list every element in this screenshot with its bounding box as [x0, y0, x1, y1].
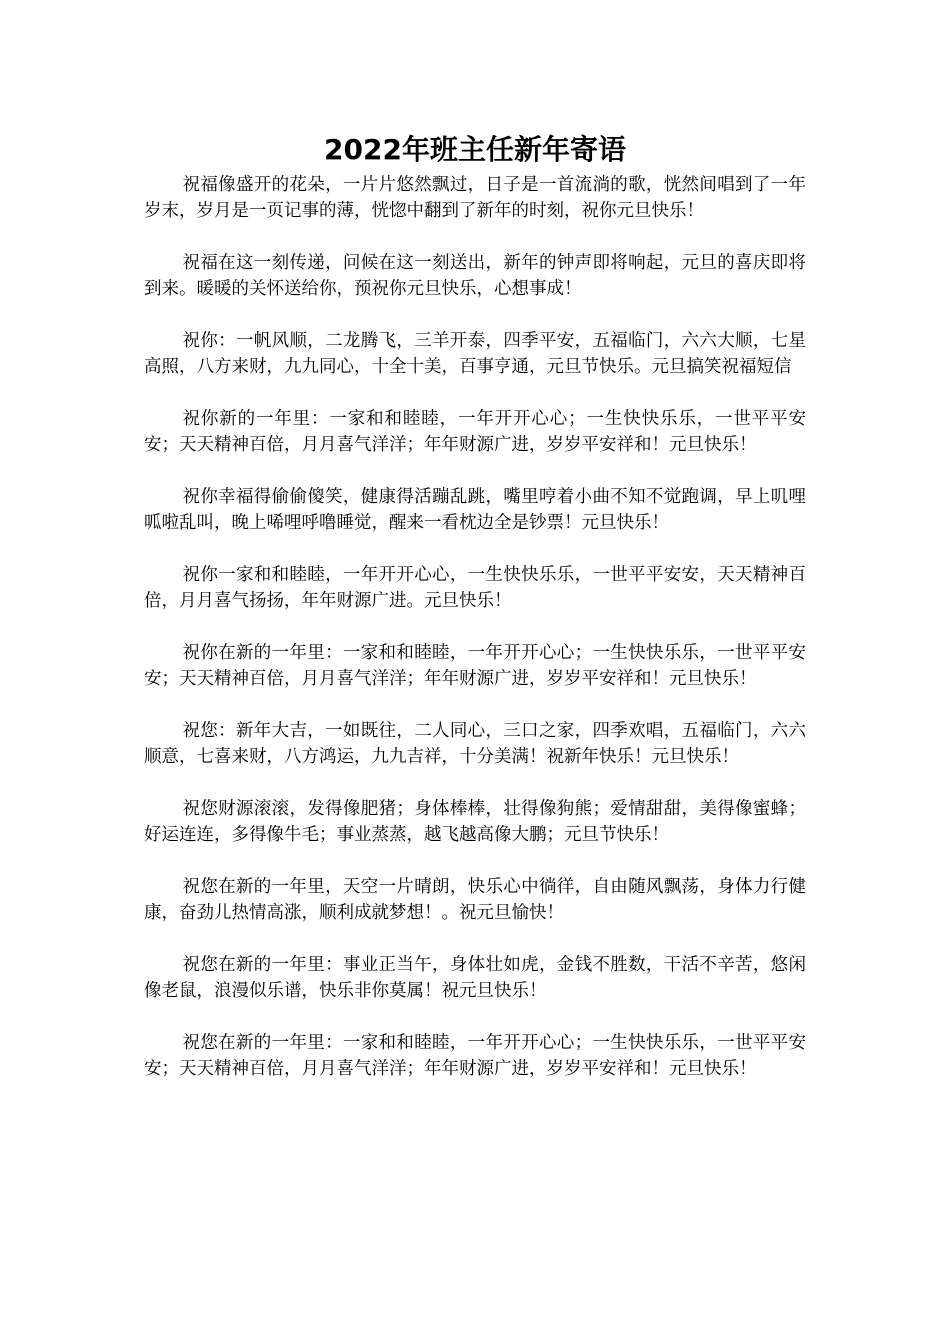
paragraph-list: [144, 172, 806, 1082]
paragraph: 祝福像盛开的花朵，一片片悠然飘过，日子是一首流淌的歌，恍然间唱到了一年岁末，岁月是一页记事的薄，恍惚中翻到了新年的时刻，祝你元旦快乐！: [144, 175, 806, 221]
paragraph: 祝你新的一年里：一家和和睦睦，一年开开心心；一生快快乐乐，一世平平安安；天天精神百倍，月月喜气洋洋；年年财源广进，岁岁平安祥和！元旦快乐！: [144, 409, 806, 455]
paragraph: 祝您：新年大吉，一如既往，二人同心，三口之家，四季欢唱，五福临门，六六顺意，七喜来财，八方鸿运，九九吉祥，十分美满！祝新年快乐！元旦快乐！: [144, 721, 806, 767]
document-title: 2022年班主任新年寄语: [324, 133, 626, 166]
paragraph: 祝您在新的一年里：一家和和睦睦，一年开开心心；一生快快乐乐，一世平平安安；天天精神百倍，月月喜气洋洋；年年财源广进，岁岁平安祥和！元旦快乐！: [144, 1033, 806, 1079]
document-page: [144, 128, 806, 1108]
paragraph: 祝你幸福得偷偷傻笑，健康得活蹦乱跳，嘴里哼着小曲不知不觉跑调，早上叽哩呱啦乱叫，晚上唏哩呼噜睡觉，醒来一看枕边全是钞票！元旦快乐！: [144, 487, 806, 533]
paragraph: 祝你一家和和睦睦，一年开开心心，一生快快乐乐，一世平平安安，天天精神百倍，月月喜气扬扬，年年财源广进。元旦快乐！: [144, 565, 806, 611]
paragraph: 祝你在新的一年里：一家和和睦睦，一年开开心心；一生快快乐乐，一世平平安安；天天精神百倍，月月喜气洋洋；年年财源广进，岁岁平安祥和！元旦快乐！: [144, 643, 806, 689]
paragraph: 祝您在新的一年里，天空一片晴朗，快乐心中徜徉，自由随风飘荡，身体力行健康，奋劲儿热情高涨，顺利成就梦想！。祝元旦愉快！: [144, 877, 806, 923]
paragraph: 祝你：一帆风顺，二龙腾飞，三羊开泰，四季平安，五福临门，六六大顺，七星高照，八方来财，九九同心，十全十美，百事亨通，元旦节快乐。元旦搞笑祝福短信: [144, 331, 806, 377]
paragraph: 祝您财源滚滚，发得像肥猪；身体棒棒，壮得像狗熊；爱情甜甜，美得像蜜蜂；好运连连，多得像牛毛；事业蒸蒸，越飞越高像大鹏；元旦节快乐！: [144, 799, 806, 845]
paragraph: 祝福在这一刻传递，问候在这一刻送出，新年的钟声即将响起，元旦的喜庆即将到来。暖暖的关怀送给你，预祝你元旦快乐，心想事成！: [144, 253, 806, 299]
paragraph: 祝您在新的一年里：事业正当午，身体壮如虎，金钱不胜数，干活不辛苦，悠闲像老鼠，浪漫似乐谱，快乐非你莫属！祝元旦快乐！: [144, 955, 806, 1001]
